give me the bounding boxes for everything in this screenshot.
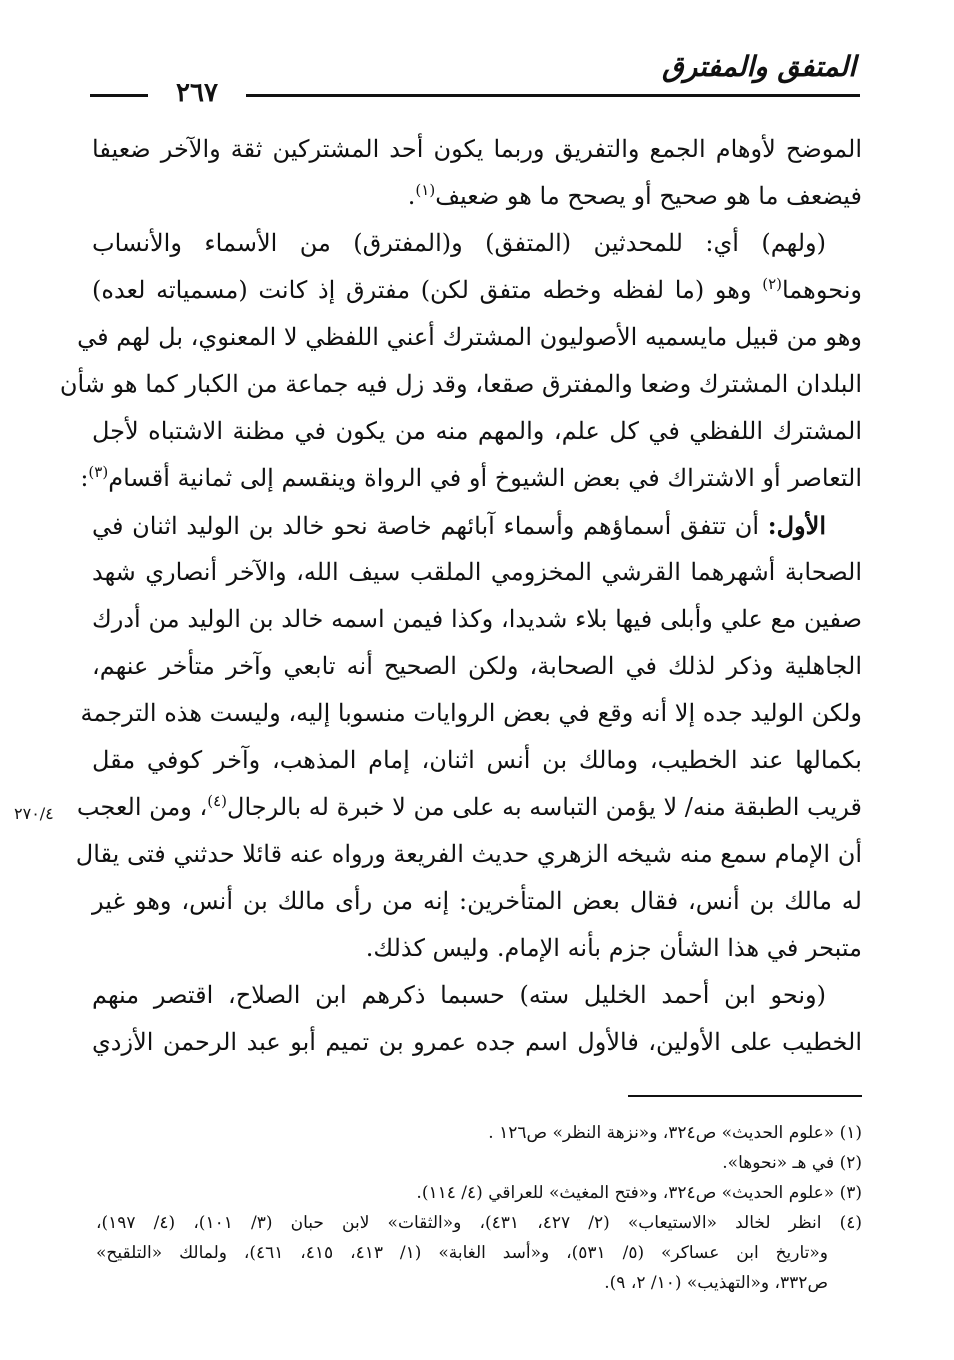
- footnote-ref: (٢): [762, 275, 782, 293]
- text-line: الجاهلية وذكر لذلك في الصحابة، ولكن الصحيح أنه تابعي وآخر متأخر عنهم،: [92, 652, 862, 680]
- footnote-continuation: و«تاريخ ابن عساكر» (٥/ ٥٣١)، و«أسد الغابة» (١/ ٤١٣، ٤١٥، ٤٦١)، ولمالك «التلقيح»: [96, 1243, 829, 1263]
- footnote: (٤) انظر لخالد «الاستيعاب» (٢/ ٤٢٧، ٤٣١)، و«الثقات» لابن حبان (٣/ ١٠١)، (٤/ ١٩٧)،: [96, 1213, 863, 1233]
- text-line: له مالك بن أنس، فقال بعض المتأخرين: إنه من رأى مالك بن أنس، وهو غير: [92, 887, 862, 915]
- text-line: ونحوهما$^{(٢)}$ وهو (ما لفظه وخطه متفق لكن) مفترق إذ كانت (مسمياته لعده): [92, 275, 862, 304]
- text-line: ولكن الوليد جده إلا أنه وقع في بعض الروايات منسوبا إليه، وليست هذه الترجمة: [80, 699, 862, 727]
- footnote-separator: [628, 1095, 862, 1097]
- text-line: متبحر في هذا الشأن جزم بأنه الإمام. وليس كذلك.: [365, 934, 862, 962]
- footnote-ref: (٣): [88, 463, 109, 481]
- running-title: المتفق والمفترق: [661, 50, 856, 83]
- text-line: وهو من قبيل مايسميه الأصوليون المشترك أعني اللفظي لا المعنوي، بل لهم في: [77, 323, 862, 351]
- header-rule-left: [90, 94, 148, 97]
- footnotes: [96, 1118, 862, 1298]
- text-line: (ولهم) أي: للمحدثين (المتفق) و(المفترق) من الأسماء والأنساب: [92, 229, 826, 257]
- footnote-ref: (١): [415, 181, 436, 199]
- margin-page-reference: ٢٧٠/٤: [14, 804, 54, 823]
- text-line: الصحابة أشهرهما القرشي المخزومي الملقب سيف الله، والآخر أنصاري شهد: [92, 558, 862, 586]
- footnote: (١) «علوم الحديث» ص٣٢٤، و«نزهة النظر» ص١٢٦ .: [488, 1123, 862, 1143]
- footnote-ref: (٤): [207, 792, 228, 810]
- page-number: ٢٦٧: [176, 78, 218, 108]
- text-line: فيضعف ما هو صحيح أو يصحح ما هو ضعيف$^{(١)}$.: [407, 181, 862, 210]
- footnote: (٣) «علوم الحديث» ص٣٢٤، و«فتح المغيث» للعراقي (٤/ ١١٤).: [416, 1183, 862, 1203]
- text-line: (ونحو ابن أحمد الخليل سته) حسبما ذكرهم ابن الصلاح، اقتصر منهم: [92, 981, 826, 1009]
- text-line: قريب الطبقة منه/ لا يؤمن التباسه به على من لا خبرة له بالرجال$^{(٤)}$، ومن العجب: [76, 792, 862, 821]
- text-line: التعاصر أو الاشتراك في بعض الشيوخ أو في الرواة وينقسم إلى ثمانية أقسام$^{(٣)}$:: [80, 463, 862, 492]
- section-lead: الأول:: [767, 511, 826, 540]
- text-line: الموضح لأوهام الجمع والتفريق وربما يكون أحد المشتركين ثقة والآخر ضعيفا: [92, 135, 862, 163]
- header-rule-right: [246, 94, 860, 97]
- text-line: أن الإمام سمع منه شيخه الزهري حديث الفريعة ورواه عنه قائلا حدثني فتى يقال: [75, 840, 862, 868]
- text-line: بكمالها عند الخطيب، ومالك بن أنس اثنان، إمام المذهب، وآخر كوفي مقل: [92, 746, 862, 774]
- text-line: الأول: أن تتفق أسماؤهم وأسماء آبائهم خاصة نحو خالد بن الوليد اثنان في: [92, 511, 826, 540]
- text-line: المشترك اللفظي في كل علم، والمهم منه من يكون في مظنة الاشتباه لأجل: [92, 417, 862, 445]
- footnote-continuation: ص٣٣٢، و«التهذيب» (١٠/ ٢، ٩).: [604, 1273, 828, 1293]
- text-line: صفين مع علي وأبلى فيها بلاء شديدا، وكذا فيمن اسمه خالد بن الوليد من أدرك: [92, 605, 862, 633]
- text-line: البلدان المشترك وضعا والمفترق صقعا، وقد زل فيه جماعة من الكبار كما هو شأن: [59, 370, 862, 398]
- text-line: الخطيب على الأولين، فالأول اسم جده عمرو بن تميم أبو عبد الرحمن الأزدي: [92, 1028, 862, 1056]
- footnote: (٢) في هـ «نحوها».: [722, 1153, 862, 1173]
- main-text: [59, 126, 862, 1066]
